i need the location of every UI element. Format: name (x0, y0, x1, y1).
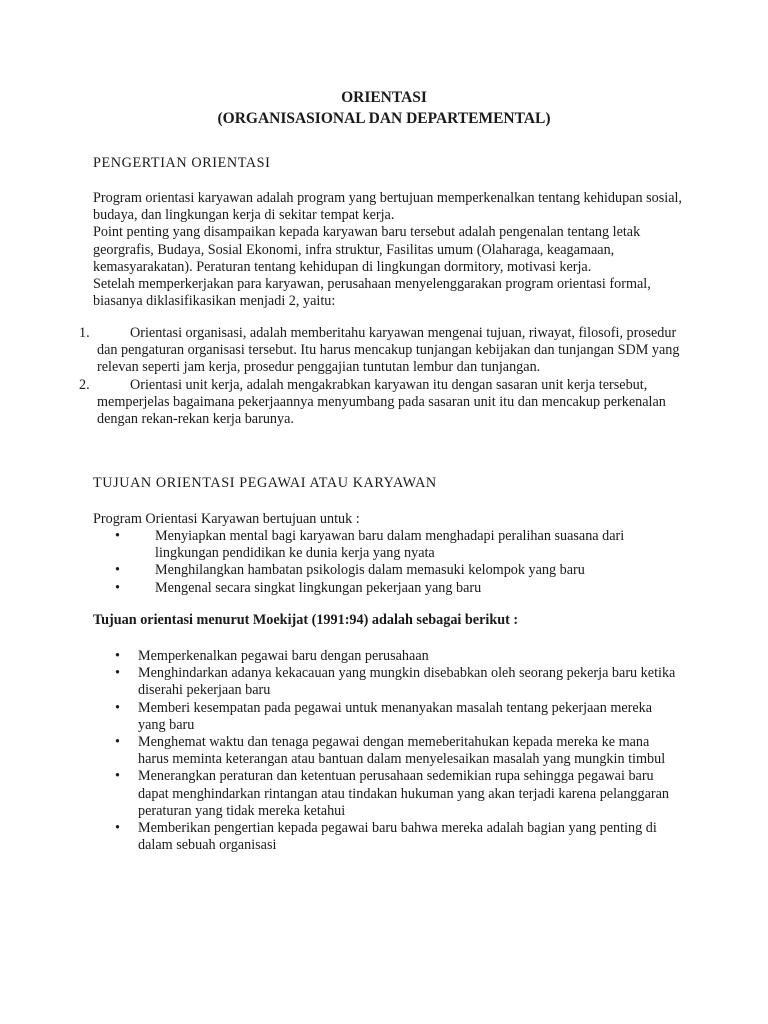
section-pengertian-body (93, 190, 683, 310)
list-item (93, 648, 683, 665)
list-number: 2. (79, 376, 90, 393)
section-heading-tujuan: TUJUAN ORIENTASI PEGAWAI ATAU KARYAWAN (93, 475, 437, 491)
section-heading-moekijat: Tujuan orientasi menurut Moekijat (1991:94) adalah sebagai berikut : (93, 612, 519, 628)
list-item (93, 528, 683, 562)
page-subtitle: (ORGANISASIONAL DAN DEPARTEMENTAL) (217, 110, 551, 127)
list-item-text: Menerangkan peraturan dan ketentuan perusahaan sedemikian rupa sehingga pegawai baru dapat menghindarkan rintangan atau tindakan hukuman yang akan terjadi karena pelanggaran peraturan yang tidak mereka ketahui (138, 768, 670, 819)
bullet-icon: • (115, 768, 120, 785)
list-item-text: Orientasi organisasi, adalah memberitahu karyawan mengenai tujuan, riwayat, filosofi, prosedur dan pengaturan organisasi tersebut. Itu harus mencakup tunjangan kebijakan dan tunjangan SDM yang relevan seperti jam kerja, prosedur penggajian tuntutan lembur dan tunjangan. (97, 325, 680, 376)
bullet-icon: • (115, 562, 120, 579)
paragraph: Program orientasi karyawan adalah program yang bertujuan memperkenalkan tentang kehidupan sosial, budaya, dan lingkungan kerja di sekitar tempat kerja. (93, 190, 682, 224)
bullet-icon: • (115, 528, 120, 544)
paragraph: Setelah memperkerjakan para karyawan, perusahaan menyelenggarakan program orientasi formal, biasanya diklasifikasikan menjadi 2, yaitu: (93, 276, 651, 310)
bullet-list-moekijat (93, 648, 683, 854)
list-item (93, 768, 683, 820)
list-item (79, 377, 693, 429)
bullet-icon: • (115, 820, 120, 837)
list-item-text: Menghilangkan hambatan psikologis dalam memasuki kelompok yang baru (155, 562, 585, 579)
list-item-text: Memberi kesempatan pada pegawai untuk menanyakan masalah tentang pekerjaan mereka yang baru (138, 699, 653, 733)
numbered-list (79, 325, 693, 428)
list-item (93, 734, 683, 768)
list-item (93, 562, 683, 579)
section-tujuan-intro: Program Orientasi Karyawan bertujuan untuk : (93, 511, 360, 527)
bullet-icon: • (115, 579, 120, 596)
list-number: 1. (79, 325, 90, 341)
list-item (93, 580, 683, 597)
bullet-list-tujuan (93, 528, 683, 597)
list-item (93, 820, 683, 854)
list-item-text: Menyiapkan mental bagi karyawan baru dalam menghadapi peralihan suasana dari lingkungan pendidikan ke dunia kerja yang nyata (155, 528, 625, 562)
page-title: ORIENTASI (341, 89, 427, 106)
section-heading-pengertian: PENGERTIAN ORIENTASI (93, 155, 271, 171)
list-item-text: Menghindarkan adanya kekacauan yang mungkin disebabkan oleh seorang pekerja baru ketika diserahi pekerjaan baru (138, 665, 676, 699)
bullet-icon: • (115, 648, 120, 664)
bullet-icon: • (115, 734, 120, 751)
list-item-text: Orientasi unit kerja, adalah mengakrabkan karyawan itu dengan sasaran unit kerja tersebut, memperjelas bagaimana pekerjaannya menyumbang pada sasaran unit itu dan mencakup perkenalan dengan rekan-rekan kerja barunya. (97, 376, 666, 428)
list-item-text: Memberikan pengertian kepada pegawai baru bahwa mereka adalah bagian yang penting di dalam sebuah organisasi (138, 820, 657, 854)
bullet-icon: • (115, 665, 120, 682)
list-item-text: Menghemat waktu dan tenaga pegawai dengan memeberitahukan kepada mereka ke mana harus meminta keterangan atau bantuan dalam menyelesaikan masalah yang mungkin timbul (138, 734, 666, 768)
list-item (79, 325, 693, 377)
bullet-icon: • (115, 699, 120, 716)
list-item (93, 665, 683, 699)
paragraph: Point penting yang disampaikan kepada karyawan baru tersebut adalah pengenalan tentang letak georgrafis, Budaya, Sosial Ekonomi, infra struktur, Fasilitas umum (Olaharaga, keagamaan, kemasyarakatan). Peraturan tentang kehidupan di lingkungan dormitory, motivasi kerja. (93, 224, 641, 275)
list-item-text: Memperkenalkan pegawai baru dengan perusahaan (138, 648, 429, 664)
list-item-text: Mengenal secara singkat lingkungan pekerjaan yang baru (155, 579, 482, 596)
list-item (93, 700, 683, 734)
